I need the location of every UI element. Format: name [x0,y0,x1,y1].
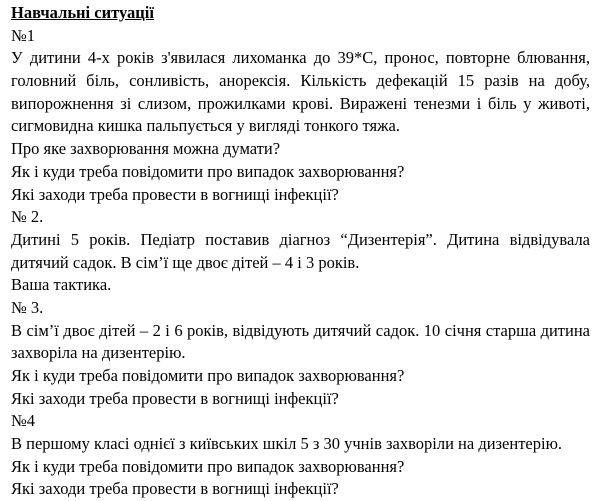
case-1-label: №1 [11,25,35,45]
case-2-label: № 2. [11,207,44,227]
case-3-question-1: Як і куди треба повідомити про випадок захворювання? [11,366,405,385]
case-3-body: В сім’ї двоє дітей – 2 і 6 років, відвідують дитячий садок. 10 січня старша дитина захворіла на дизентерію. [11,320,590,363]
case-4-label: №4 [11,411,35,431]
case-2-line-1: Ваша тактика. [11,275,112,295]
case-1-question-3: Які заходи треба провести в вогнищі інфекції? [11,184,339,204]
case-1-body: У дитини 4-х років з'явилася лихоманка до 39*С, пронос, повторне блювання, головний біль, сонливість, анорексія. Кількість дефекацій 15 разів на добу, випорожнення зі слизом, прожилками крові. Виражені тенезми і біль у животі, сигмовидна кишка пальпується у вигляді тонкого тяжа. [11,48,590,136]
case-2-body: Дитині 5 років. Педіатр поставив діагноз “Дизентерія”. Дитина відвідувала дитячий садок. В сім’ї ще двоє дітей – 4 і 3 років. [11,229,590,272]
case-1-question-2: Як і куди треба повідомити про випадок захворювання? [11,161,405,181]
case-4-question-2: Які заходи треба провести в вогнищі інфекції? [11,479,339,499]
document-title: Навчальні ситуації [11,3,154,22]
case-4-question-1: Як і куди треба повідомити про випадок захворювання? [11,456,405,476]
case-3-label: № 3. [11,297,44,317]
case-4-body: В першому класі однієї з київських шкіл 5 з 30 учнів захворіли на дизентерію. [11,434,563,454]
case-3-question-2: Які заходи треба провести в вогнищі інфекції? [11,388,339,408]
case-1-question-1: Про яке захворювання можна думати? [11,139,281,159]
